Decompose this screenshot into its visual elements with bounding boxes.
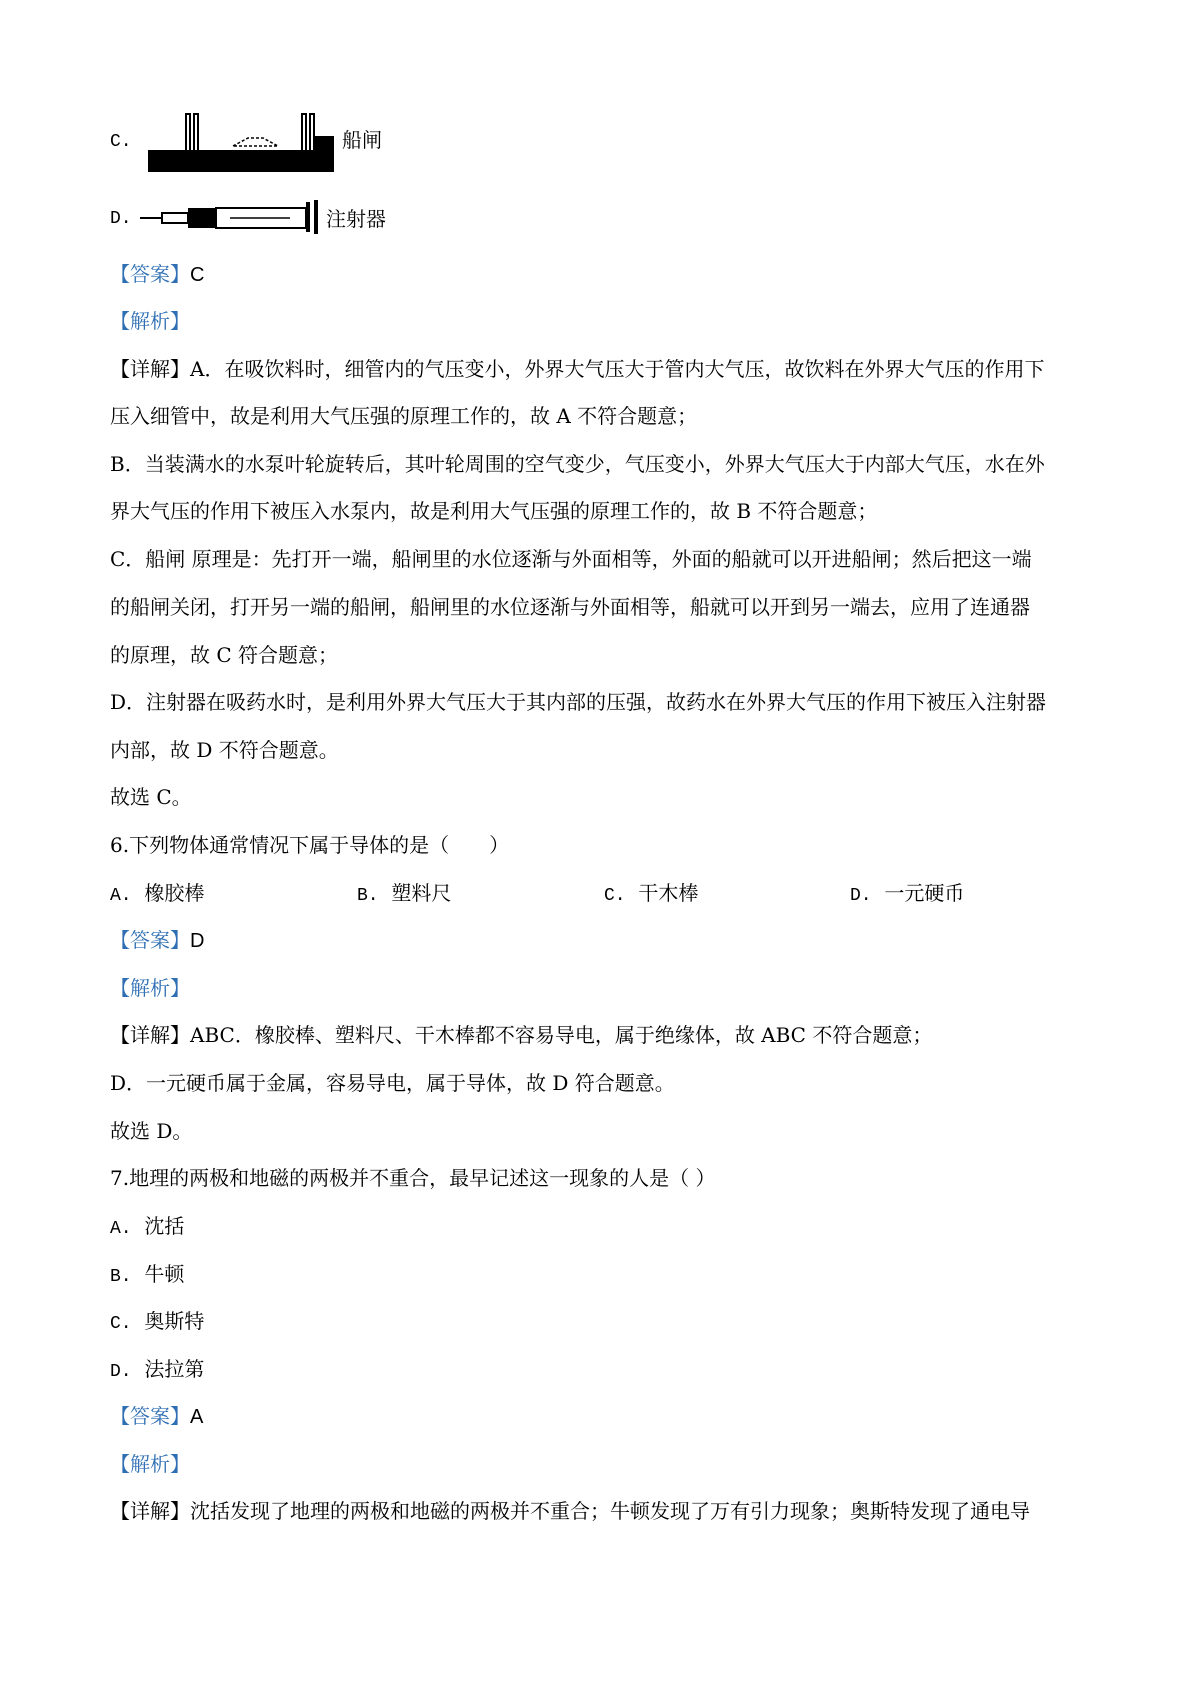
question-6: 6.下列物体通常情况下属于导体的是（ ） [110, 833, 510, 857]
q7-option-d: D. 法拉第 [110, 1357, 205, 1382]
answer-tag: 【答案】 [110, 262, 190, 286]
detail-tag: 【详解】 [110, 357, 190, 381]
option-d-text: 注射器 [326, 207, 386, 231]
q6-option-b: B. 塑料尺 [357, 881, 452, 906]
q5-detail-line: 界大气压的作用下被压入水泵内，故是利用大气压强的原理工作的，故 B 不符合题意； [110, 499, 878, 523]
question-7: 7.地理的两极和地磁的两极并不重合，最早记述这一现象的人是（ ） [110, 1166, 716, 1190]
answer-value: D [190, 930, 205, 952]
q7-option-c: C. 奥斯特 [110, 1309, 205, 1334]
detail-tag: 【详解】 [110, 1023, 190, 1047]
analysis-tag: 【解析】 [110, 976, 190, 1000]
detail-tag: 【详解】 [110, 1499, 190, 1523]
option-c-label: C. [110, 132, 132, 152]
q5-detail-line: 的原理，故 C 符合题意； [110, 643, 339, 667]
q5-detail-line: B．当装满水的水泵叶轮旋转后，其叶轮周围的空气变少，气压变小，外界大气压大于内部大气压，水在外 [110, 452, 1045, 476]
answer-tag: 【答案】 [110, 1404, 190, 1428]
answer-value: C [190, 264, 205, 286]
q7-detail-line: 【详解】沈括发现了地理的两极和地磁的两极并不重合；牛顿发现了万有引力现象；奥斯特发现了通电导 [110, 1499, 1030, 1523]
answer-value: A [190, 1406, 204, 1428]
q6-answer-row [110, 926, 1100, 955]
q5-detail-line: D．注射器在吸药水时，是利用外界大气压大于其内部的压强，故药水在外界大气压的作用下被压入注射器 [110, 690, 1047, 714]
analysis-tag: 【解析】 [110, 1452, 190, 1476]
q7-option-b: B. 牛顿 [110, 1262, 185, 1287]
q5-detail-line: 压入细管中，故是利用大气压强的原理工作的，故 A 不符合题意； [110, 404, 698, 428]
q6-detail-line: D．一元硬币属于金属，容易导电，属于导体，故 D 符合题意。 [110, 1071, 675, 1095]
q6-option-a: A. 橡胶棒 [110, 881, 205, 906]
q5-detail-line: 的船闸关闭，打开另一端的船闸，船闸里的水位逐渐与外面相等，船就可以开到另一端去，应用了连通器 [110, 595, 1030, 619]
q5-conclusion: 故选 C。 [110, 785, 192, 809]
q7-answer-row [110, 1402, 1100, 1431]
q7-option-a: A. 沈括 [110, 1214, 185, 1239]
ship-lock-figure [148, 112, 334, 174]
q6-conclusion: 故选 D。 [110, 1119, 193, 1143]
q6-option-c: C. 干木棒 [604, 881, 699, 906]
q5-detail-line: 【详解】A．在吸饮料时，细管内的气压变小，外界大气压大于管内大气压，故饮料在外界大气压的作用下 [110, 357, 1045, 381]
q5-detail-line: C．船闸 原理是：先打开一端，船闸里的水位逐渐与外面相等，外面的船就可以开进船闸；然后把这一端 [110, 547, 1032, 571]
answer-tag: 【答案】 [110, 928, 190, 952]
q5-answer-row [110, 260, 1100, 289]
analysis-tag: 【解析】 [110, 309, 190, 333]
q5-detail-line: 内部，故 D 不符合题意。 [110, 738, 339, 762]
syringe-figure [140, 200, 320, 234]
option-d-label: D. [110, 209, 132, 229]
q6-option-d: D. 一元硬币 [850, 881, 965, 906]
q6-detail-line: 【详解】ABC．橡胶棒、塑料尺、干木棒都不容易导电，属于绝缘体，故 ABC 不符合题意； [110, 1023, 933, 1047]
option-c-text: 船闸 [342, 128, 382, 152]
